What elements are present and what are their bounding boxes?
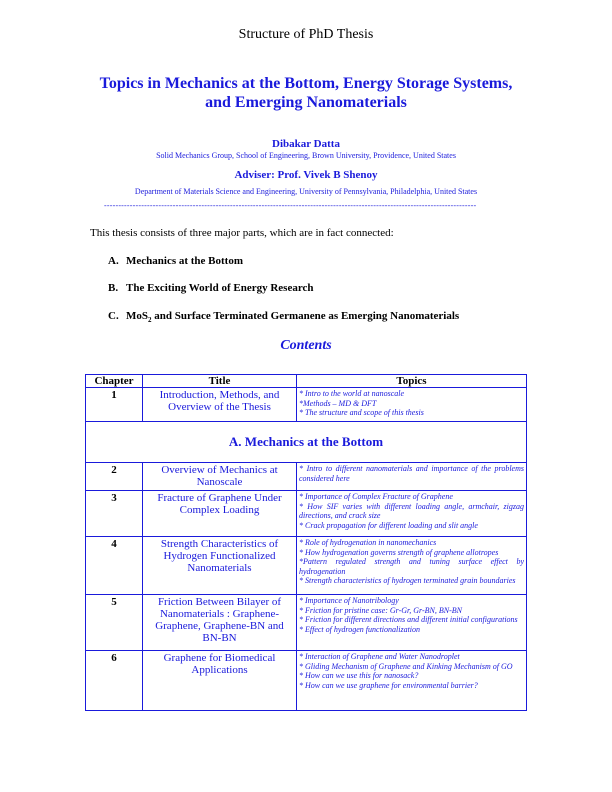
chapter-title: Strength Characteristics of Hydrogen Functionalized Nanomaterials: [143, 537, 297, 595]
topic-item: * How hydrogenation governs strength of graphene allotropes: [299, 547, 499, 557]
part-text: Mechanics at the Bottom: [126, 255, 244, 267]
author-affiliation: Solid Mechanics Group, School of Engineering, Brown University, Providence, United States: [156, 151, 456, 160]
adviser-name: Adviser: Prof. Vivek B Shenoy: [234, 169, 378, 181]
header-topics: Topics: [297, 375, 527, 388]
section-a-heading: A. Mechanics at the Bottom: [86, 422, 527, 463]
chapter-number: 6: [86, 651, 143, 711]
part-b: [108, 282, 314, 294]
part-letter: C.: [108, 310, 119, 322]
document-header: Structure of PhD Thesis: [238, 27, 374, 42]
topic-item: *Methods – MD & DFT: [299, 398, 377, 408]
chapter-number: 3: [86, 491, 143, 537]
chapter-title: Graphene for Biomedical Applications: [143, 651, 297, 711]
topic-item: * The structure and scope of this thesis: [299, 408, 424, 417]
chapter-topics: [297, 651, 527, 711]
contents-heading: Contents: [280, 338, 332, 353]
header-title: Title: [143, 375, 297, 388]
part-a: [108, 255, 243, 267]
topic-item: * Role of hydrogenation in nanomechanics: [299, 538, 437, 547]
topic-item: * Friction for pristine case: Gr-Gr, Gr-BN, BN-BN: [299, 605, 463, 615]
topic-item: * Crack propagation for different loading and slit angle: [299, 520, 478, 530]
contents-table: [85, 374, 527, 711]
topic-item: * Friction for different directions and different initial configurations: [299, 615, 518, 624]
topic-item: * Effect of hydrogen functionalization: [299, 624, 421, 634]
topic-item: * Gliding Mechanism of Graphene and Kinking Mechanism of GO: [299, 661, 513, 671]
thesis-title: Topics in Mechanics at the Bottom, Energy Storage Systems, and Emerging Nanomaterials: [99, 75, 513, 111]
header-chapter: Chapter: [86, 375, 143, 388]
chapter-title: Overview of Mechanics at Nanoscale: [143, 463, 297, 491]
chapter-number: 5: [86, 595, 143, 651]
table-row: [86, 388, 527, 422]
chapter-title: Friction Between Bilayer of Nanomaterials : Graphene-Graphene, Graphene-BN and BN-BN: [143, 595, 297, 651]
chapter-title: Introduction, Methods, and Overview of the Thesis: [143, 388, 297, 422]
topic-item: * Importance of Complex Fracture of Graphene: [299, 492, 453, 501]
chapter-topics: [297, 537, 527, 595]
chapter-number: 1: [86, 388, 143, 422]
part-text-post: and Surface Terminated Germanene as Emerging Nanomaterials: [151, 310, 460, 322]
chapter-topics: [297, 388, 527, 422]
chapter-title: Fracture of Graphene Under Complex Loading: [143, 491, 297, 537]
topic-item: * How SIF varies with different loading angle, armchair, zigzag directions, and crack size: [299, 501, 524, 520]
table-row: [86, 595, 527, 651]
part-letter: A.: [108, 255, 119, 267]
author-name: Dibakar Datta: [272, 138, 340, 150]
section-row: [86, 422, 527, 463]
part-text: The Exciting World of Energy Research: [126, 282, 314, 294]
topic-item: * Importance of Nanotribology: [299, 596, 399, 605]
chapter-topics: [297, 463, 527, 491]
part-text-sub: 2: [148, 316, 152, 325]
chapter-topics: [297, 595, 527, 651]
table-row: [86, 537, 527, 595]
topic-item: * How can we use this for nanosack?: [299, 671, 419, 680]
part-text-pre: MoS: [126, 310, 148, 322]
topic-item: * How can we use graphene for environmental barrier?: [299, 680, 478, 690]
part-letter: B.: [108, 282, 119, 294]
chapter-topics: [297, 491, 527, 537]
chapter-number: 2: [86, 463, 143, 491]
part-c: [108, 310, 460, 325]
topic-item: *Pattern regulated strength and tuning surface effect by hydrogenation: [299, 557, 524, 576]
table-header-row: [86, 375, 527, 388]
table-row: [86, 463, 527, 491]
table-row: [86, 491, 527, 537]
topic-item: * Intro to the world at nanoscale: [299, 389, 405, 398]
table-row: [86, 651, 527, 711]
topic-item: * Interaction of Graphene and Water Nanodroplet: [299, 652, 460, 661]
adviser-affiliation: Department of Materials Science and Engineering, University of Pennsylvania, Philadelphia, United States: [134, 187, 478, 196]
intro-paragraph: This thesis consists of three major parts, which are in fact connected:: [90, 227, 394, 239]
topic-item: * Strength characteristics of hydrogen terminated grain boundaries: [299, 576, 516, 585]
chapter-number: 4: [86, 537, 143, 595]
separator-line: ----------------------------------------------------------------------------------------------------------------------------------: [104, 201, 477, 210]
topic-item: * Intro to different nanomaterials and importance of the problems considered here: [299, 464, 524, 483]
